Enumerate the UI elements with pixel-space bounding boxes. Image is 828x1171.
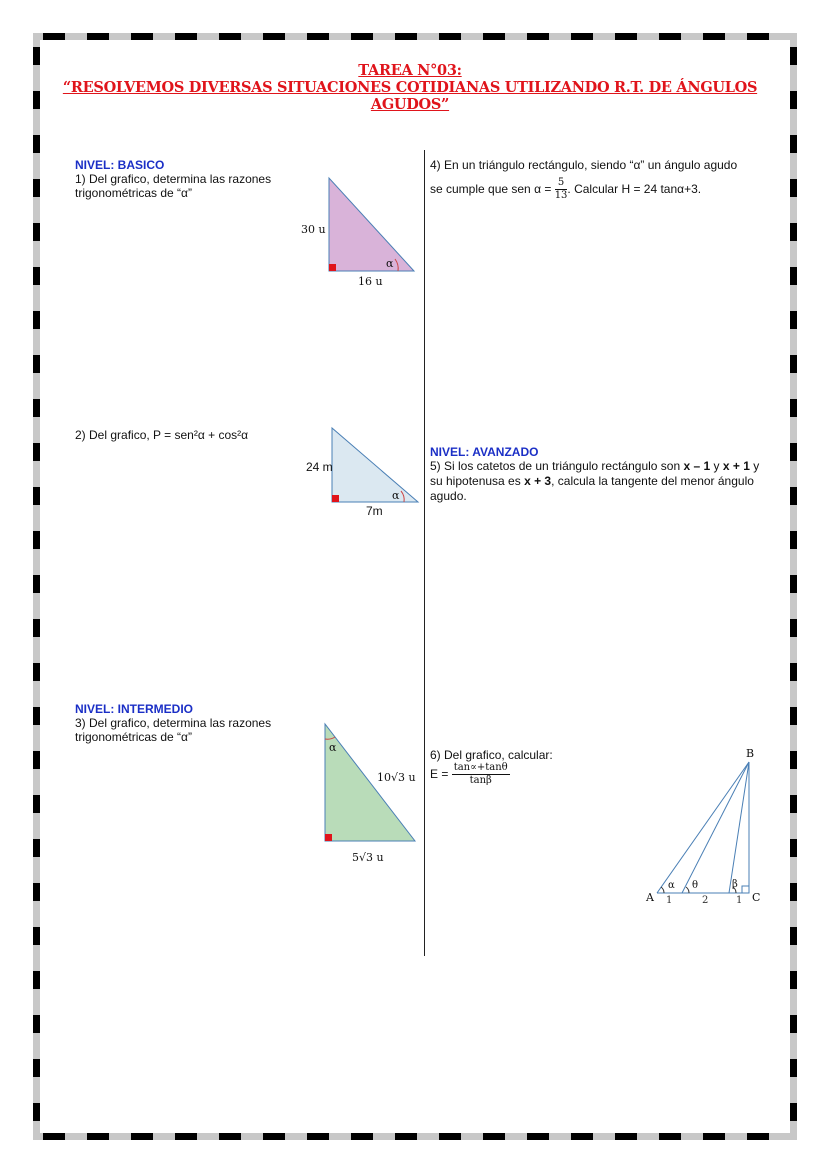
p2-text: 2) Del grafico, P = sen²α + cos²α [75,428,249,442]
p1-side-vertical: 30 u [301,223,326,236]
p3-line1: 3) Del grafico, determina las razones [75,716,272,730]
p5-e: y su hipotenusa es [430,459,760,488]
p3-hypotenuse: 10√3 u [377,771,416,784]
title-line-3: AGUDOS” [370,96,450,113]
p1-line1: 1) Del grafico, determina las razones [75,172,272,186]
p5-f: x + 3 [524,474,552,488]
p6-den: tanβ [469,775,492,787]
border-right [790,33,797,1140]
p2-angle: α [392,489,400,502]
p1-side-horizontal: 16 u [358,275,383,288]
level-advanced: NIVEL: AVANZADO [430,445,539,459]
p6-num: tan∝+tanθ [453,762,508,774]
p6-dist-2: 2 [702,895,709,906]
p6-label-beta: β [732,879,738,890]
p6-label-B: B [746,747,755,760]
p6-label-alpha: α [668,880,675,891]
p3-line2: trigonométricas de “α” [75,730,192,744]
border-left [33,33,40,1140]
title-line-2: “RESOLVEMOS DIVERSAS SITUACIONES COTIDIANAS UTILIZANDO R.T. DE ÁNGULOS [62,79,758,96]
p4-line2 [430,176,701,202]
p5-b: x – 1 [683,459,711,473]
p5-d: x + 1 [722,459,750,473]
level-basic: NIVEL: BASICO [75,158,165,172]
p4-den: 13 [554,190,568,202]
p5-g: , calcula la tangente del menor ángulo agudo. [430,474,754,503]
p4-text-b: . Calcular H = 24 tanα+3. [567,182,702,196]
p6-label-C: C [752,891,761,904]
column-divider [424,150,425,956]
p4-fraction [555,177,568,202]
title-line-1: TAREA N°03: [358,62,462,79]
p4-num: 5 [555,177,568,190]
figure-6 [0,0,1,1]
border-top [33,33,797,40]
border-bottom [33,1133,797,1140]
p1-angle: α [386,257,394,270]
p4-line1: 4) En un triángulo rectángulo, siendo “α” un ángulo agudo [430,158,738,172]
p5-c: y [710,459,723,473]
p5-a: 5) Si los catetos de un triángulo rectángulo son [430,459,684,473]
p6-prefix: E = [430,767,452,781]
p6-line1: 6) Del grafico, calcular: [430,748,553,762]
p6-fraction [452,762,510,787]
p4-text-a: se cumple que sen α = [430,182,555,196]
p1-line2: trigonométricas de “α” [75,186,192,200]
p6-formula [430,760,510,788]
p3-angle: α [329,741,337,754]
level-intermediate: NIVEL: INTERMEDIO [75,702,194,716]
p2-side-vertical: 24 m [306,460,333,474]
p6-dist-3: 1 [736,895,743,906]
p6-label-theta: θ [692,880,699,891]
p2-side-horizontal: 7m [366,504,383,518]
p6-label-A: A [646,891,654,904]
p5-text [430,459,770,504]
p6-dist-1: 1 [666,895,673,906]
p3-side-horizontal: 5√3 u [352,851,384,864]
